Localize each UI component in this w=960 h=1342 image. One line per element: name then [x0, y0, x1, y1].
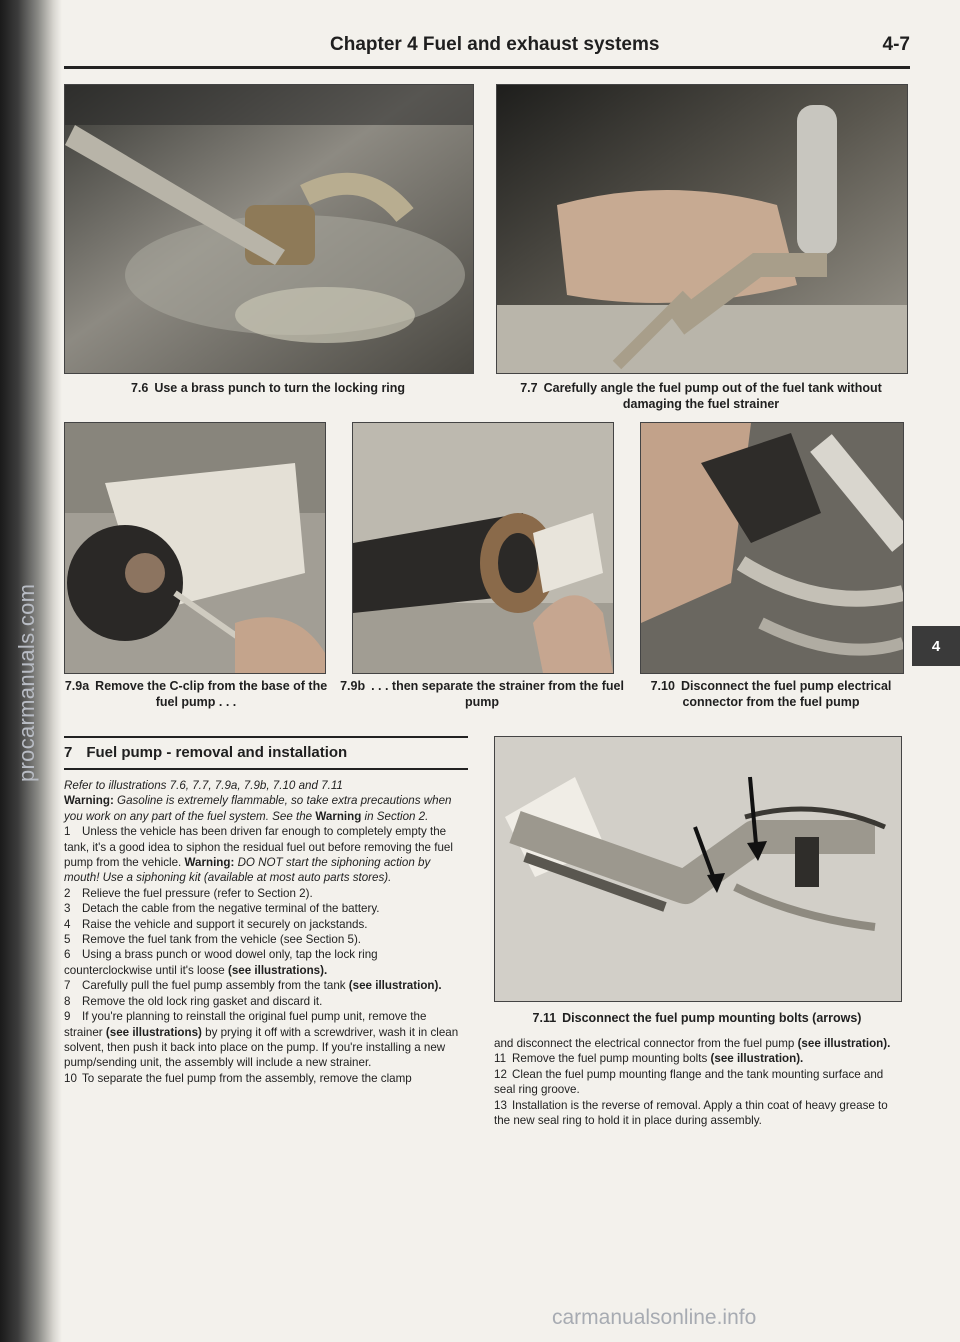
step-11: 11 Remove the fuel pump mounting bolts (see illustration).: [494, 1052, 804, 1066]
photo-7-10: [640, 422, 904, 674]
step-7: 7 Carefully pull the fuel pump assembly from the tank (see illustration).: [64, 979, 442, 993]
chapter-title: Chapter 4 Fuel and exhaust systems: [330, 34, 660, 55]
photo-7-6: [64, 84, 474, 374]
caption-7-9b: 7.9b . . . then separate the strainer from the fuel pump: [340, 679, 624, 709]
bottom-watermark: carmanualsonline.info: [552, 1306, 757, 1329]
step-13: 13 Installation is the reverse of removal. Apply a thin coat of heavy grease to the new seal ring to hold it in place during assembly.: [494, 1098, 888, 1128]
warning-paragraph: Warning: Gasoline is extremely flammable, so take extra precautions when you work on any part of the fuel system. See the Warning in Section 2.: [64, 794, 452, 823]
step-10: 10 To separate the fuel pump from the assembly, remove the clamp: [64, 1071, 412, 1085]
body-text-right: [494, 1036, 900, 1128]
step-3: 3 Detach the cable from the negative terminal of the battery.: [64, 902, 380, 916]
refer-line: Refer to illustrations 7.6, 7.7, 7.9a, 7.9b, 7.10 and 7.11: [64, 779, 343, 792]
photo-7-9a: [64, 422, 326, 674]
side-watermark: [14, 762, 40, 782]
step-5: 5 Remove the fuel tank from the vehicle (see Section 5).: [64, 933, 362, 947]
step-8: 8 Remove the old lock ring gasket and discard it.: [64, 994, 323, 1008]
step-2: 2 Relieve the fuel pressure (refer to Section 2).: [64, 886, 313, 900]
step-9: 9 If you're planning to reinstall the original fuel pump unit, remove the strainer (see illustrations) by prying it off with a screwdriver, wash it in clean solvent, then push it back into place on the pump. If you're installing a new pump/sending unit, the assembly will include a new strainer.: [64, 1010, 459, 1070]
caption-7-7: 7.7 Carefully angle the fuel pump out of the fuel tank without damaging the fuel strainer: [520, 381, 882, 411]
body-text-left: [64, 778, 468, 1086]
chapter-side-tab: 4: [912, 626, 960, 666]
section-heading: 7 Fuel pump - removal and installation: [64, 744, 348, 761]
photo-7-9b: [352, 422, 614, 674]
photo-7-7: [496, 84, 908, 374]
step-1: 1 Unless the vehicle has been driven far enough to completely empty the tank, it's a good idea to siphon the residual fuel out before removing the fuel pump from the vehicle. Warning: DO NOT start the siphoning action by mouth! Use a siphoning kit (available at most auto parts stores).: [64, 825, 453, 885]
page-number: 4-7: [882, 34, 910, 55]
step-6: 6 Using a brass punch or wood dowel only, tap the lock ring counterclockwise until it's loose (see illustrations).: [64, 948, 378, 977]
caption-7-6: 7.6 Use a brass punch to turn the locking ring: [130, 381, 406, 395]
photo-7-11: [494, 736, 902, 1002]
step-10-continued: and disconnect the electrical connector from the fuel pump (see illustration).: [494, 1037, 891, 1050]
caption-7-9a: 7.9a Remove the C-clip from the base of the fuel pump . . .: [64, 679, 328, 709]
caption-7-11: 7.11 Disconnect the fuel pump mounting bolts (arrows): [532, 1011, 862, 1025]
step-12: 12 Clean the fuel pump mounting flange and the tank mounting surface and seal ring groove.: [494, 1067, 884, 1097]
section-rule-bottom: [64, 768, 468, 770]
step-4: 4 Raise the vehicle and support it securely on jackstands.: [64, 917, 368, 931]
caption-7-10: 7.10 Disconnect the fuel pump electrical connector from the fuel pump: [650, 679, 892, 709]
header-rule: [64, 66, 910, 69]
page-header: [330, 28, 910, 62]
section-rule-top: [64, 736, 468, 738]
